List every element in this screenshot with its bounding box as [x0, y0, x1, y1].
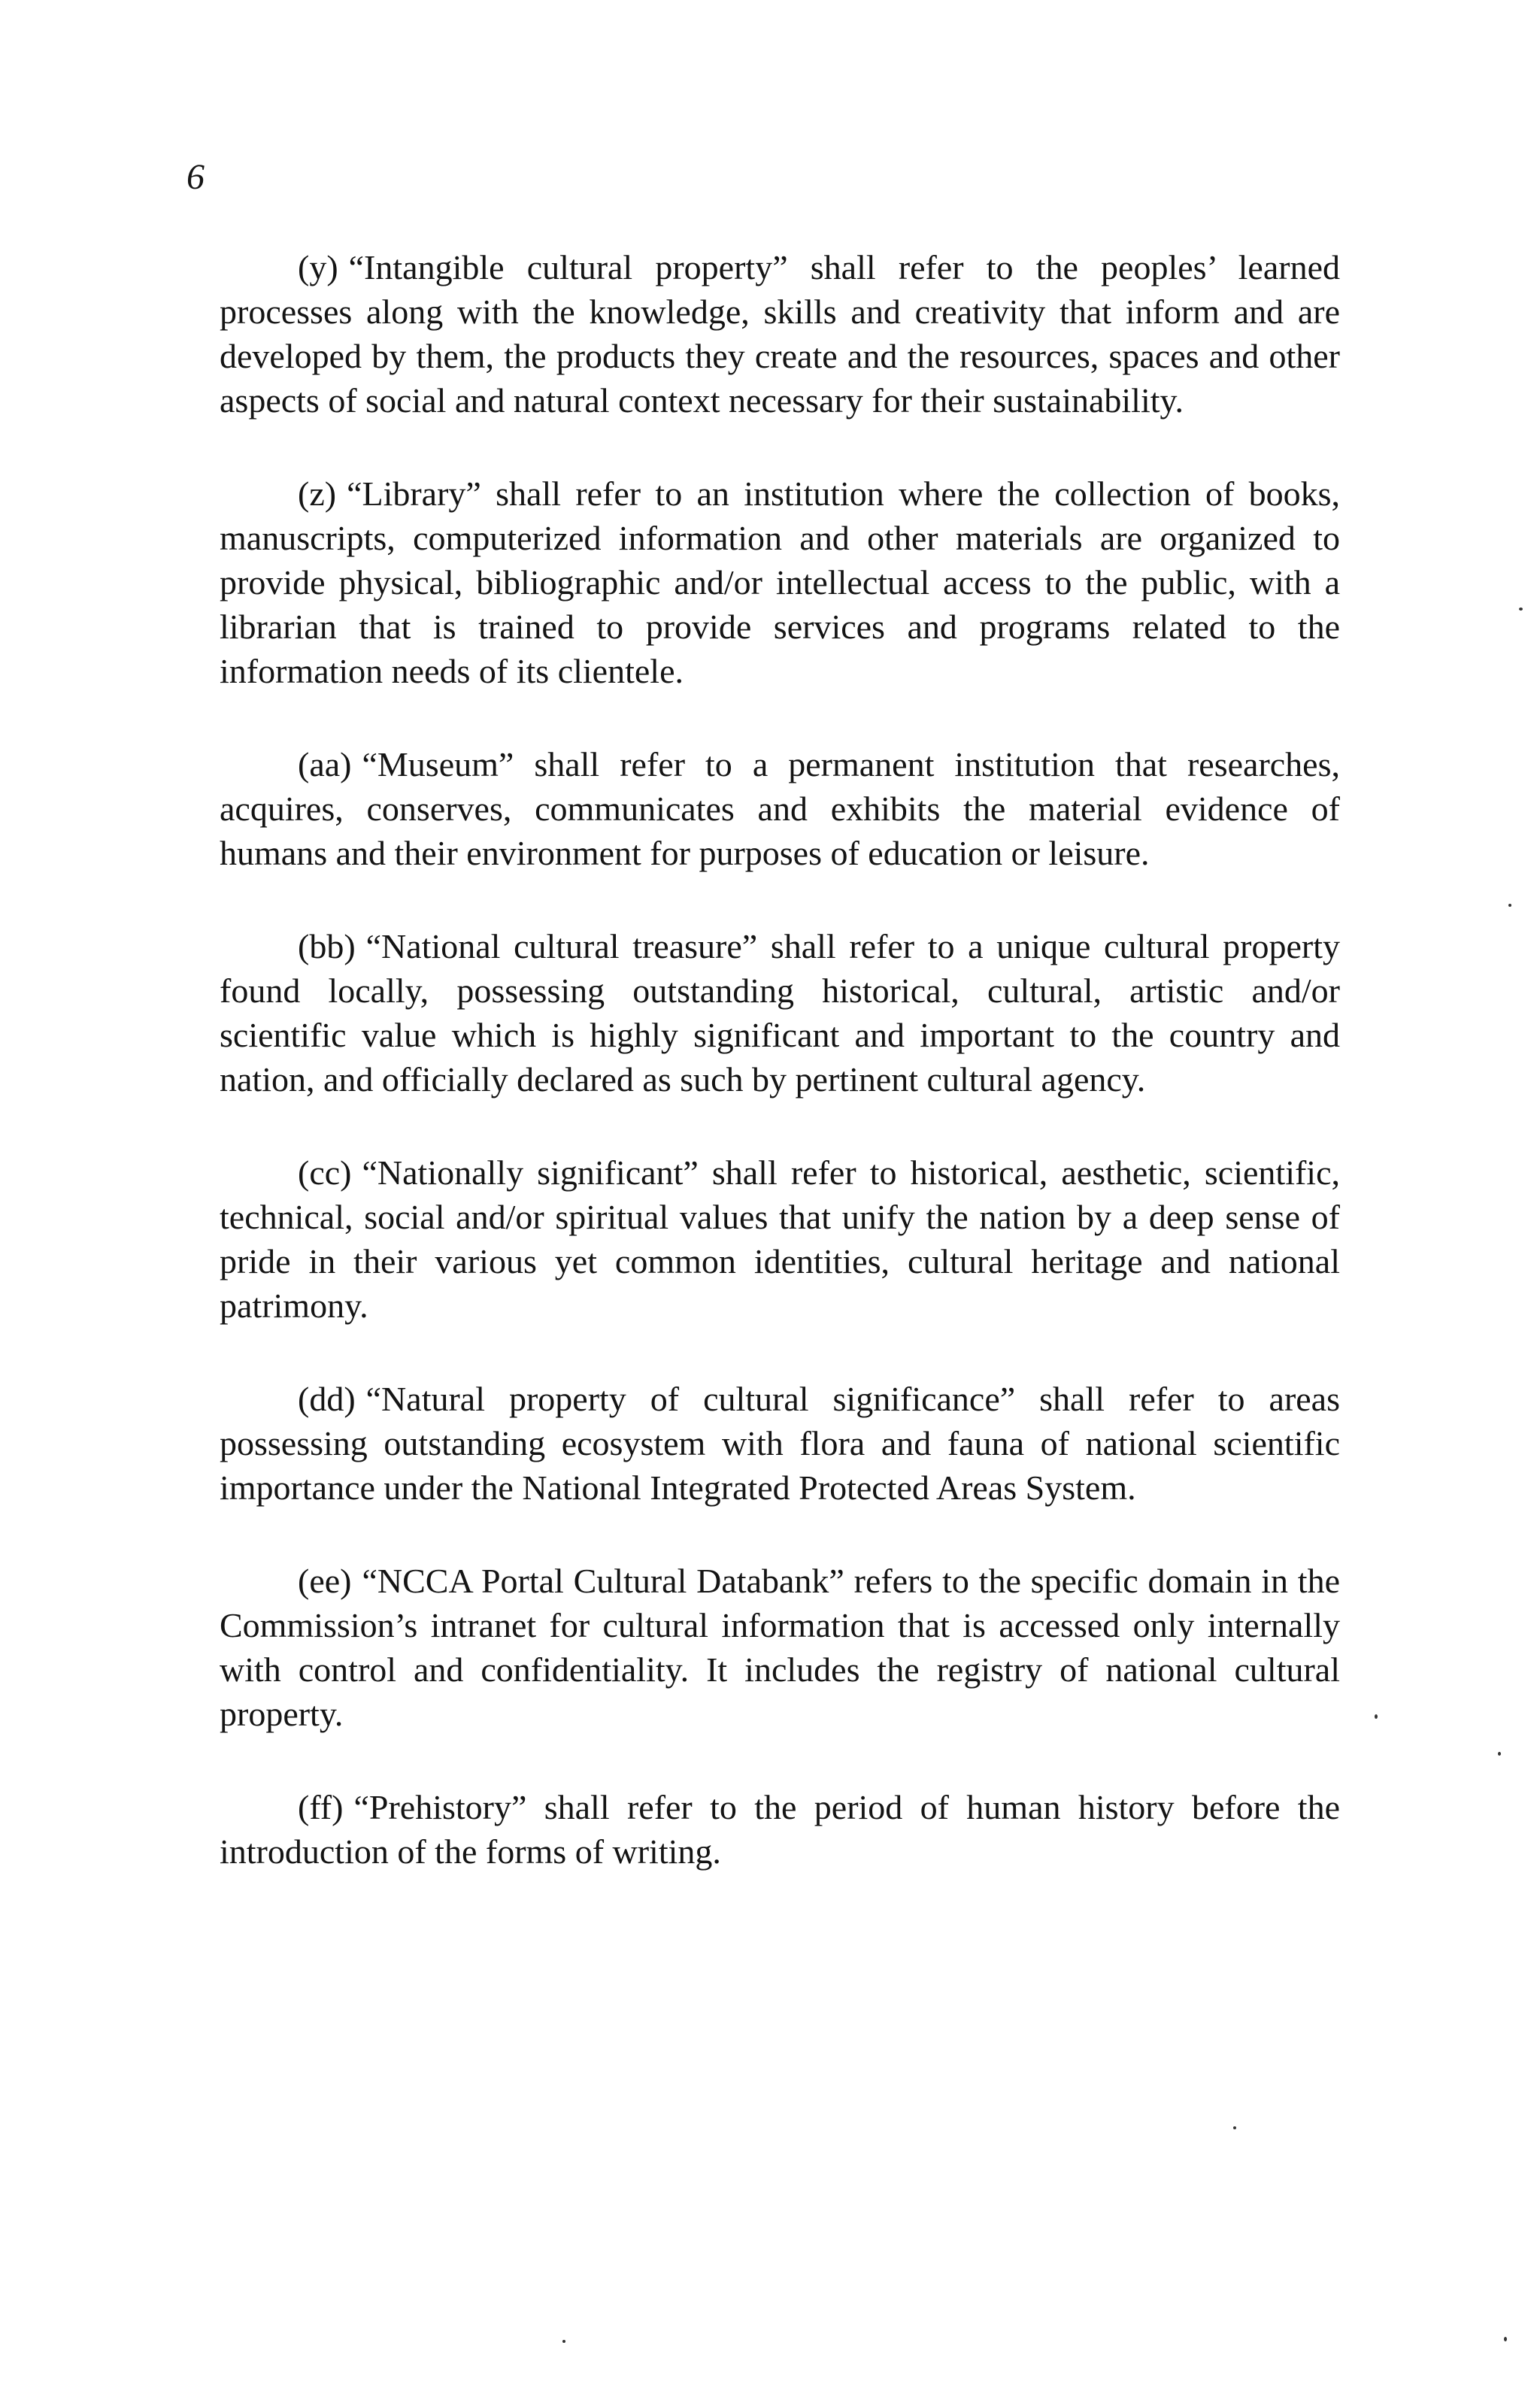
definition-label: (z): [298, 474, 337, 513]
scan-speck: [1504, 2337, 1507, 2341]
definition-text: “Natural property of cultural significance” shall refer to areas possessing outstanding ecosystem with flora and fauna of national scientific importance under the National Integrated Protected Areas System.: [220, 1380, 1340, 1507]
definition-label: (aa): [298, 745, 352, 783]
definition-label: (cc): [298, 1153, 352, 1192]
definition-text: “Nationally significant” shall refer to historical, aesthetic, scientific, technical, social and/or spiritual values that unify the nation by a deep sense of pride in their various yet common identities, cultural heritage and national patrimony.: [220, 1153, 1340, 1325]
definition-ff: [220, 1785, 1340, 1874]
definition-text: “Museum” shall refer to a permanent institution that researches, acquires, conserves, communicates and exhibits the material evidence of humans and their environment for purposes of education or leisure.: [220, 745, 1340, 872]
scan-speck: [1508, 904, 1511, 907]
definition-text: “NCCA Portal Cultural Databank” refers to the specific domain in the Commission’s intranet for cultural information that is accessed only internally with control and confidentiality. It includes the registry of national cultural property.: [220, 1562, 1340, 1733]
definition-label: (ee): [298, 1562, 352, 1600]
scan-speck: [1233, 2126, 1236, 2129]
definition-text: “Prehistory” shall refer to the period of human history before the introduction of the forms of writing.: [220, 1788, 1340, 1871]
definition-text: “National cultural treasure” shall refer to a unique cultural property found locally, possessing outstanding historical, cultural, artistic and/or scientific value which is highly significant and important to the country and nation, and officially declared as such by pertinent cultural agency.: [220, 927, 1340, 1099]
scan-speck: [1498, 1752, 1501, 1756]
definition-cc: [220, 1150, 1340, 1328]
definition-z: [220, 471, 1340, 693]
scan-speck: [1519, 608, 1523, 611]
definition-ee: [220, 1559, 1340, 1736]
definition-dd: [220, 1377, 1340, 1510]
definition-label: (bb): [298, 927, 356, 965]
scan-speck: [562, 2340, 565, 2343]
definition-bb: [220, 924, 1340, 1102]
definition-label: (dd): [298, 1380, 356, 1418]
definition-aa: [220, 742, 1340, 875]
definition-text: “Intangible cultural property” shall refer to the peoples’ learned processes along with the knowledge, skills and creativity that inform and are developed by them, the products they create and the resources, spaces and other aspects of social and natural context necessary for their sustainability.: [220, 248, 1340, 420]
page-number: 6: [186, 157, 205, 197]
scan-speck: [1375, 1714, 1378, 1719]
definitions-list: [220, 245, 1340, 1923]
definition-y: [220, 245, 1340, 423]
definition-label: (y): [298, 248, 338, 286]
definition-text: “Library” shall refer to an institution where the collection of books, manuscripts, computerized information and other materials are organized to provide physical, bibliographic and/or intellectual access to the public, with a librarian that is trained to provide services and programs related to the information needs of its clientele.: [220, 474, 1340, 690]
definition-label: (ff): [298, 1788, 344, 1826]
